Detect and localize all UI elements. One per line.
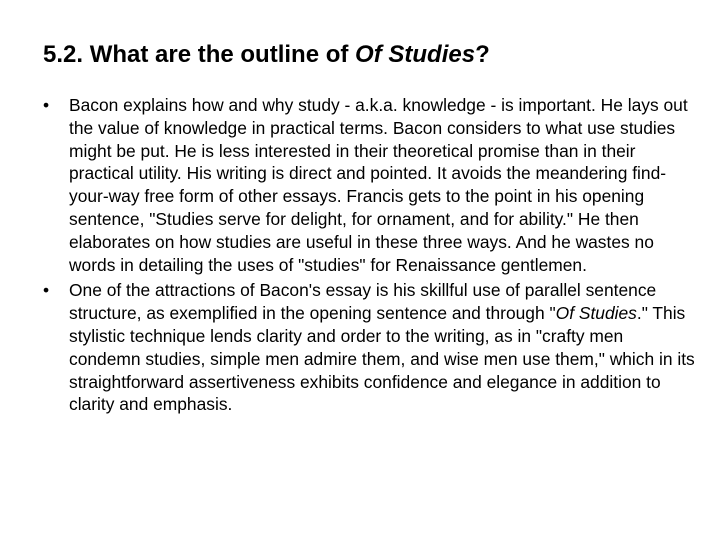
title-suffix: ?	[475, 41, 490, 68]
bullet-item-1	[43, 94, 695, 276]
bullet-2-italic-work: Of Studies	[555, 303, 637, 324]
bullet-2-text-after: ." This stylistic technique lends clarity and order to the writing, as in "crafty men condemn studies, simple men admire them, and wise men use them," which in its straightforward assertiveness exhibits confidence and elegance in addition to clarity and emphasis.	[69, 303, 695, 415]
bullet-list	[43, 94, 695, 419]
bullet-2-text-before: One of the attractions of Bacon's essay is his skillful use of parallel sentence structure, as exemplified in the opening sentence and through "	[69, 280, 657, 324]
bullet-text-1: Bacon explains how and why study - a.k.a. knowledge - is important. He lays out the value of knowledge in practical terms. Bacon considers to what use studies might be put. He is less interested in their theoretical promise than in their practical utility. His writing is direct and pointed. It avoids the meandering find-your-way free form of other essays. Francis gets to the point in his opening sentence, "Studies serve for delight, for ornament, and for ability." He then elaborates on how studies are useful in these three ways. And he wastes no words in detailing the uses of "studies" for Renaissance gentlemen.	[69, 95, 688, 275]
title-italic-work: Of Studies	[355, 41, 476, 68]
bullet-icon: •	[43, 280, 50, 301]
slide-title	[43, 38, 490, 72]
title-prefix: 5.2. What are the outline of	[43, 41, 356, 68]
bullet-text-2	[69, 280, 695, 414]
bullet-icon: •	[43, 95, 50, 115]
bullet-item-2	[43, 279, 695, 416]
